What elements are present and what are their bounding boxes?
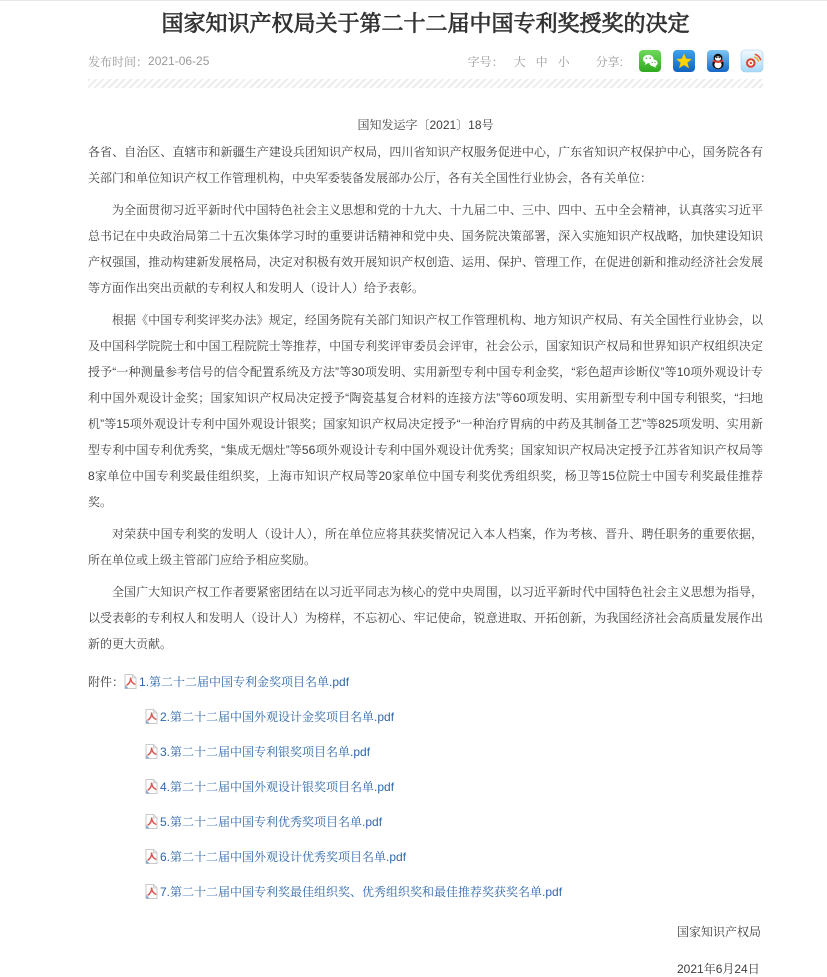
meta-tools — [468, 50, 763, 72]
attachment-link-6[interactable] — [145, 850, 406, 864]
page-title: 国家知识产权局关于第二十二届中国专利奖授奖的决定 — [161, 11, 690, 36]
attachment-row — [88, 735, 763, 770]
publish-time-label: 发布时间： — [88, 54, 149, 69]
wechat-share-icon[interactable] — [639, 50, 661, 72]
attachment-label-2: 2.第二十二届中国外观设计金奖项目名单.pdf — [160, 710, 395, 724]
pdf-icon — [145, 709, 158, 724]
attachment-row — [88, 875, 763, 910]
publish-time — [88, 53, 209, 70]
font-size-large[interactable]: 大 — [513, 54, 526, 69]
attachment-link-5[interactable] — [145, 815, 382, 829]
attachments-label: 附件： — [88, 675, 125, 689]
attachment-link-3[interactable] — [145, 745, 370, 759]
weibo-share-icon[interactable] — [741, 50, 763, 72]
attachment-row — [88, 700, 763, 735]
font-size-medium[interactable]: 中 — [535, 54, 548, 69]
article-body — [88, 139, 763, 657]
attachment-label-7: 7.第二十二届中国专利奖最佳组织奖、优秀组织奖和最佳推荐奖获奖名单.pdf — [160, 885, 563, 899]
attachment-link-1[interactable] — [124, 675, 349, 689]
attachment-label-1: 1.第二十二届中国专利金奖项目名单.pdf — [139, 675, 350, 689]
pdf-icon — [124, 674, 137, 689]
attachment-row — [88, 665, 763, 700]
signature-org: 国家知识产权局 — [677, 925, 762, 939]
publish-time-value: 2021-06-25 — [148, 54, 210, 68]
paragraph-closing: 全国广大知识产权工作者要紧密团结在以习近平同志为核心的党中央周围，以习近平新时代中国特色社会主义思想为指导，以受表彰的专利权人和发明人（设计人）为榜样，不忘初心、牢记使命，锐意进取、开拓创新，为我国经济社会高质量发展作出新的更大贡献。 — [88, 585, 763, 651]
hatched-divider — [88, 79, 763, 88]
paragraph-preamble: 为全面贯彻习近平新时代中国特色社会主义思想和党的十九大、十九届二中、三中、四中、五中全会精神，认真落实习近平总书记在中央政治局第二十五次集体学习时的重要讲话精神和党中央、国务院决策部署，深入实施知识产权战略，加快建设知识产权强国，推动构建新发展格局，决定对积极有效开展知识产权创造、运用、保护、管理工作，在促进创新和推动经济社会发展等方面作出突出贡献的专利权人和发明人（设计人）给予表彰。 — [88, 203, 763, 295]
attachment-link-2[interactable] — [145, 710, 394, 724]
attachment-label-6: 6.第二十二届中国外观设计优秀奖项目名单.pdf — [160, 850, 407, 864]
attachment-row — [88, 840, 763, 875]
paragraph-awards: 根据《中国专利奖评奖办法》规定，经国务院有关部门知识产权工作管理机构、地方知识产权局、有关全国性行业协会，以及中国科学院院士和中国工程院院士等推荐，中国专利奖评审委员会评审，社会公示，国家知识产权局和世界知识产权组织决定授予“一种测量参考信号的信令配置系统及方法”等30项发明、实用新型专利中国专利金奖，“彩色超声诊断仪”等10项外观设计专利中国外观设计金奖；国家知识产权局决定授予“陶瓷基复合材料的连接方法”等60项发明、实用新型专利中国专利银奖，“扫地机”等15项外观设计专利中国外观设计银奖；国家知识产权局决定授予“一种治疗胃病的中药及其制备工艺”等825项发明、实用新型专利中国专利优秀奖，“集成无烟灶”等56项外观设计专利中国外观设计优秀奖；国家知识产权局决定授予江苏省知识产权局等8家单位中国专利奖最佳组织奖，上海市知识产权局等20家单位中国专利奖优秀组织奖，杨卫等15位院士中国专利奖最佳推荐奖。 — [88, 313, 763, 509]
attachment-label-5: 5.第二十二届中国专利优秀奖项目名单.pdf — [160, 815, 383, 829]
attachment-link-4[interactable] — [145, 780, 394, 794]
font-size-label: 字号： — [467, 54, 504, 69]
pdf-icon — [145, 779, 158, 794]
pdf-icon — [145, 744, 158, 759]
attachment-row — [88, 770, 763, 805]
pdf-icon — [145, 814, 158, 829]
share-label: 分享: — [595, 54, 623, 69]
font-size-small[interactable]: 小 — [557, 54, 570, 69]
signature-block — [88, 924, 763, 977]
attachment-row — [88, 805, 763, 840]
meta-bar — [88, 49, 763, 73]
qq-share-icon[interactable] — [707, 50, 729, 72]
qzone-share-icon[interactable] — [673, 50, 695, 72]
document-number: 国知发运字〔2021〕18号 — [357, 118, 494, 132]
pdf-icon — [145, 849, 158, 864]
attachment-list — [88, 665, 763, 910]
attachment-label-3: 3.第二十二届中国专利银奖项目名单.pdf — [160, 745, 371, 759]
pdf-icon — [145, 884, 158, 899]
attachment-label-4: 4.第二十二届中国外观设计银奖项目名单.pdf — [160, 780, 395, 794]
paragraph-incentive: 对荣获中国专利奖的发明人（设计人），所在单位应将其获奖情况记入本人档案，作为考核、晋升、聘任职务的重要依据，所在单位或上级主管部门应给予相应奖励。 — [88, 527, 763, 567]
signature-date: 2021年6月24日 — [677, 962, 760, 976]
paragraph-salutation: 各省、自治区、直辖市和新疆生产建设兵团知识产权局，四川省知识产权服务促进中心，广东省知识产权保护中心，国务院各有关部门和单位知识产权工作管理机构，中央军委装备发展部办公厅，各有关全国性行业协会，各有关单位： — [88, 145, 763, 185]
attachment-link-7[interactable] — [145, 885, 562, 899]
